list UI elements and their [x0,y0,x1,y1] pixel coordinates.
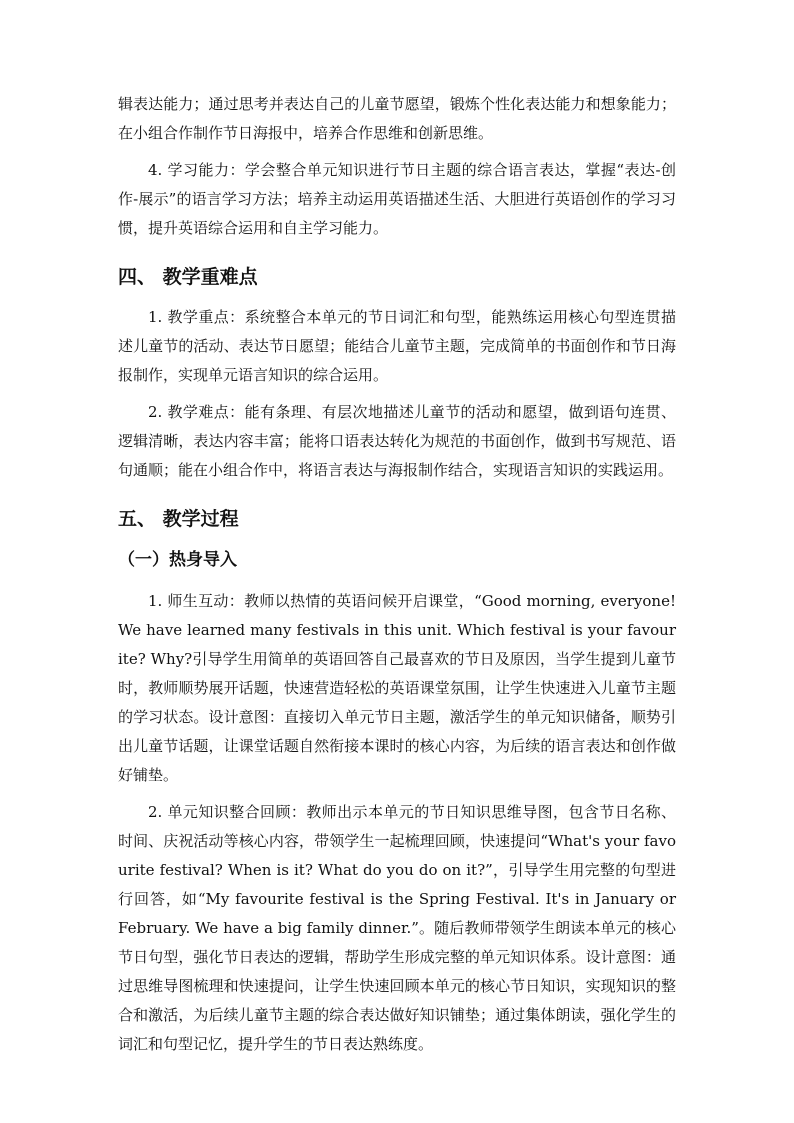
paragraph-interaction: 1. 师生互动：教师以热情的英语问候开启课堂，“Good morning, everyone! We have learned many festivals in this unit. Which festival is your favourite? Why?引导学生用简单的英语回答自己最喜欢的节日及原因，当学生提到儿童节时，教师顺势展开话题，快速营造轻松的英语课堂氛围，让学生快速进入儿童节主题的学习状态。设计意图：直接切入单元节日主题，激活学生的单元知识储备，顺势引出儿童节话题，让课堂话题自然衔接本课时的核心内容，为后续的语言表达和创作做好铺垫。 [118,592,676,784]
document-page [118,90,676,1067]
section-heading-key-points: 四、 教学重难点 [118,266,258,288]
paragraph-continuation: 辑表达能力；通过思考并表达自己的儿童节愿望，锻炼个性化表达能力和想象能力；在小组合作制作节日海报中，培养合作思维和创新思维。 [118,95,676,142]
paragraph-learning-ability: 4. 学习能力：学会整合单元知识进行节日主题的综合语言表达，掌握“表达-创作-展示”的语言学习方法；培养主动运用英语描述生活、大胆进行英语创作的学习习惯，提升英语综合运用和自主学习能力。 [118,161,676,237]
section-heading-teaching-process: 五、 教学过程 [118,508,239,530]
paragraph-difficult-point: 2. 教学难点：能有条理、有层次地描述儿童节的活动和愿望，做到语句连贯、逻辑清晰，表达内容丰富；能将口语表达转化为规范的书面创作，做到书写规范、语句通顺；能在小组合作中，将语言表达与海报制作结合，实现语言知识的实践运用。 [118,403,676,479]
paragraph-key-point: 1. 教学重点：系统整合本单元的节日词汇和句型，能熟练运用核心句型连贯描述儿童节的活动、表达节日愿望；能结合儿童节主题，完成简单的书面创作和节日海报制作，实现单元语言知识的综合运用。 [118,308,676,384]
paragraph-unit-review: 2. 单元知识整合回顾：教师出示本单元的节日知识思维导图，包含节日名称、时间、庆祝活动等核心内容，带领学生一起梳理回顾，快速提问“What's your favourite festival? When is it? What do you do on it?”，引导学生用完整的句型进行回答，如“My favourite festival is the Spring Festival. It's in January or February. We have a big family dinner.”。随后教师带领学生朗读本单元的核心节日句型，强化节日表达的逻辑，帮助学生形成完整的单元知识体系。设计意图：通过思维导图梳理和快速提问，让学生快速回顾本单元的核心节日知识，实现知识的整合和激活，为后续儿童节主题的综合表达做好知识铺垫；通过集体朗读，强化学生的词汇和句型记忆，提升学生的节日表达熟练度。 [118,803,676,1053]
subsection-heading-warmup: （一）热身导入 [118,550,237,570]
